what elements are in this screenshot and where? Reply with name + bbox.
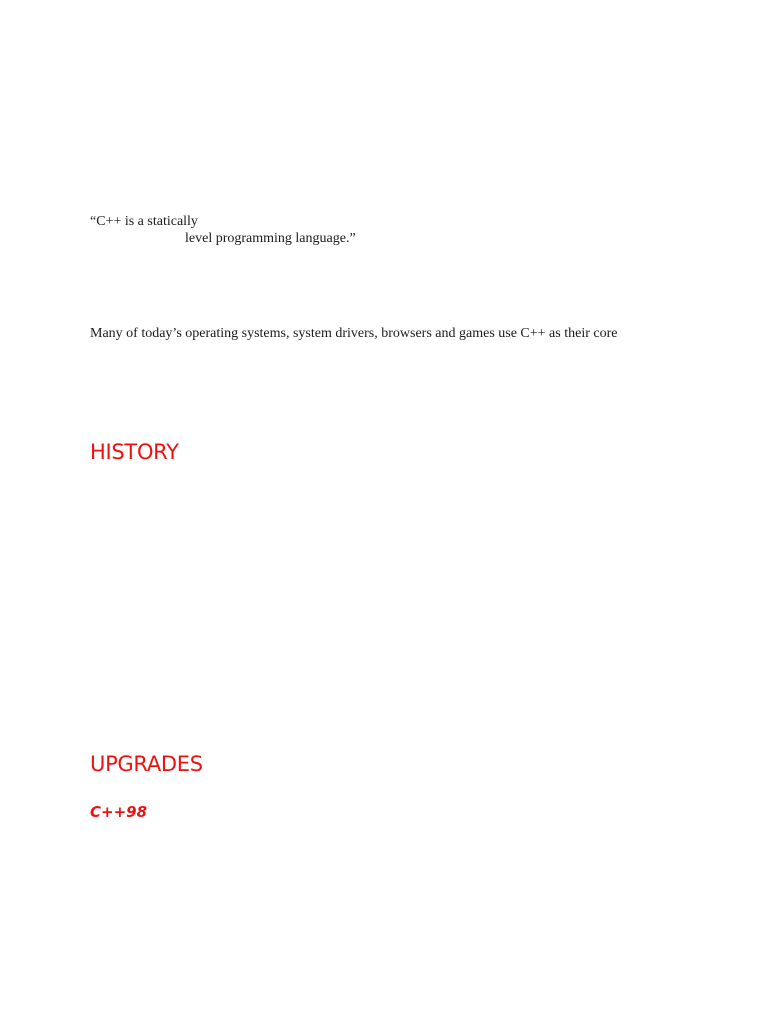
- upgrades-heading: UPGRADES: [90, 752, 203, 776]
- intro-paragraph: Many of today’s operating systems, system drivers, browsers and games use C++ as their core: [90, 326, 618, 341]
- history-heading: HISTORY: [90, 440, 179, 464]
- cpp98-subheading: C++98: [90, 803, 148, 821]
- quote-line-1: “C++ is a statically: [90, 214, 198, 229]
- quote-line-2: level programming language.”: [185, 231, 356, 246]
